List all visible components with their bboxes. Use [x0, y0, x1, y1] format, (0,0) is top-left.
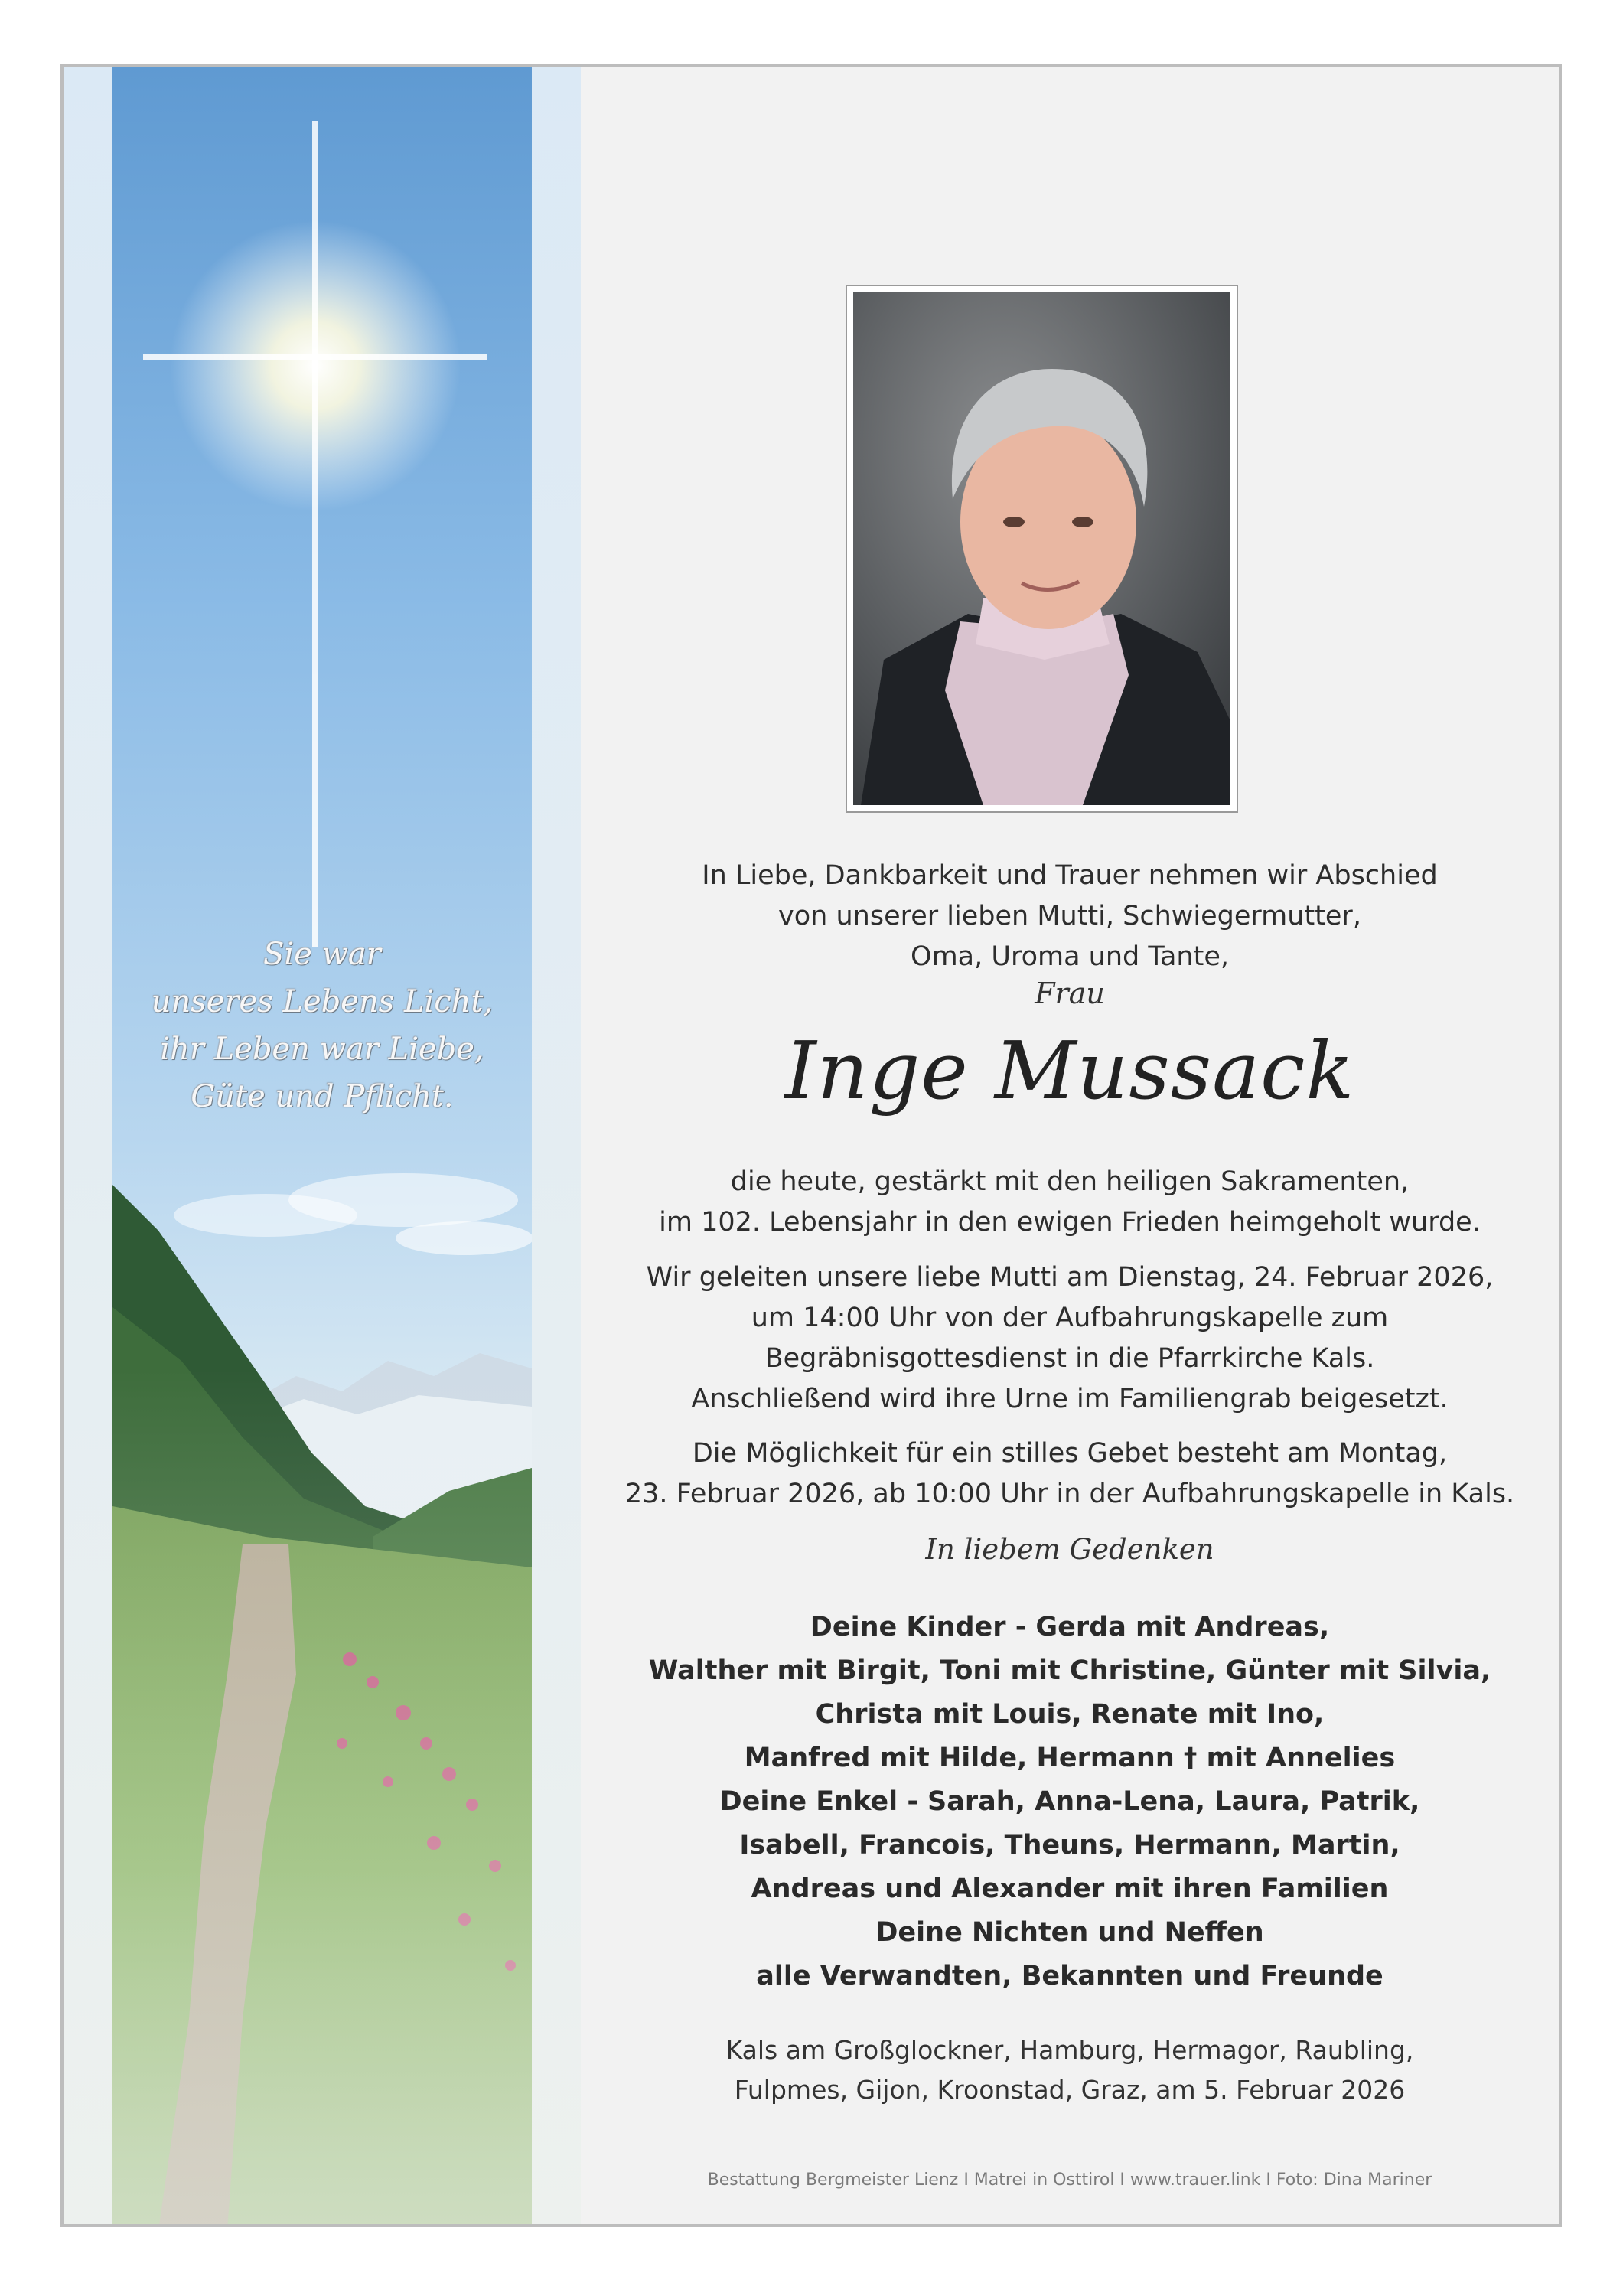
gedenken-heading: In liebem Gedenken: [925, 1533, 1214, 1566]
portrait-frame: [846, 285, 1238, 813]
sidebar-left-margin: [64, 67, 112, 2224]
family-line: Deine Nichten und Neffen: [875, 1917, 1264, 1948]
family-line: Manfred mit Hilde, Hermann † mit Annelies: [744, 1743, 1396, 1773]
quote-line: ihr Leben war Liebe,: [160, 1032, 484, 1067]
place-line: Kals am Großglockner, Hamburg, Hermagor, Raubling,: [725, 2035, 1414, 2065]
deceased-name: Inge Mussack: [784, 1024, 1355, 1117]
family-line: Deine Enkel - Sarah, Anna-Lena, Laura, Patrik,: [719, 1786, 1420, 1817]
quote-line: Güte und Pflicht.: [191, 1079, 454, 1114]
intro-line: von unserer lieben Mutti, Schwiegermutter,: [778, 901, 1361, 931]
funeral-line: Begräbnisgottesdienst in die Pfarrkirche Kals.: [764, 1343, 1375, 1374]
prayer-line: Die Möglichkeit für ein stilles Gebet besteht am Montag,: [692, 1438, 1448, 1469]
funeral-line: um 14:00 Uhr von der Aufbahrungskapelle zum: [751, 1303, 1389, 1333]
family-line: Christa mit Louis, Renate mit Ino,: [815, 1699, 1325, 1730]
portrait-illustration: [853, 292, 1230, 805]
funeral-line: Anschließend wird ihre Urne im Familiengrab beigesetzt.: [691, 1384, 1449, 1414]
portrait-photo: [853, 292, 1230, 805]
family-line: alle Verwandten, Bekannten und Freunde: [756, 1961, 1383, 1991]
family-line: Deine Kinder - Gerda mit Andreas,: [810, 1612, 1330, 1642]
passing-line: im 102. Lebensjahr in den ewigen Frieden heimgeholt wurde.: [659, 1207, 1481, 1238]
place-and-date: [581, 2030, 1559, 2110]
footer-credits: Bestattung Bergmeister Lienz I Matrei in Osttirol I www.trauer.link I Foto: Dina Mariner: [707, 2170, 1432, 2190]
obituary-card: [60, 64, 1562, 2227]
family-line: Andreas und Alexander mit ihren Familien: [751, 1874, 1389, 1904]
prayer-line: 23. Februar 2026, ab 10:00 Uhr in der Aufbahrungskapelle in Kals.: [624, 1479, 1515, 1509]
family-line: Isabell, Francois, Theuns, Hermann, Martin,: [739, 1830, 1400, 1861]
decorative-sidebar: [64, 67, 581, 2224]
family-list: [581, 1606, 1559, 1998]
passing-line: die heute, gestärkt mit den heiligen Sakramenten,: [730, 1166, 1410, 1197]
landscape-image: [112, 67, 532, 2224]
quote-line: unseres Lebens Licht,: [151, 984, 494, 1019]
cross-and-mountain-path-illustration: [112, 67, 532, 2224]
intro-line: In Liebe, Dankbarkeit und Trauer nehmen wir Abschied: [702, 860, 1438, 891]
memorial-quote: [112, 931, 532, 1120]
passing-text: [581, 1162, 1559, 1243]
funeral-text: [581, 1257, 1559, 1420]
family-line: Walther mit Birgit, Toni mit Christine, Günter mit Silvia,: [648, 1655, 1491, 1686]
sidebar-right-margin: [532, 67, 581, 2224]
place-line: Fulpmes, Gijon, Kroonstad, Graz, am 5. Februar 2026: [734, 2075, 1406, 2105]
funeral-line: Wir geleiten unsere liebe Mutti am Dienstag, 24. Februar 2026,: [646, 1262, 1494, 1293]
salutation: Frau: [1035, 977, 1105, 1010]
quote-line: Sie war: [263, 937, 381, 972]
prayer-text: [581, 1433, 1559, 1515]
intro-text: [581, 856, 1559, 977]
obituary-content: [581, 67, 1559, 2224]
intro-line: Oma, Uroma und Tante,: [911, 941, 1229, 972]
